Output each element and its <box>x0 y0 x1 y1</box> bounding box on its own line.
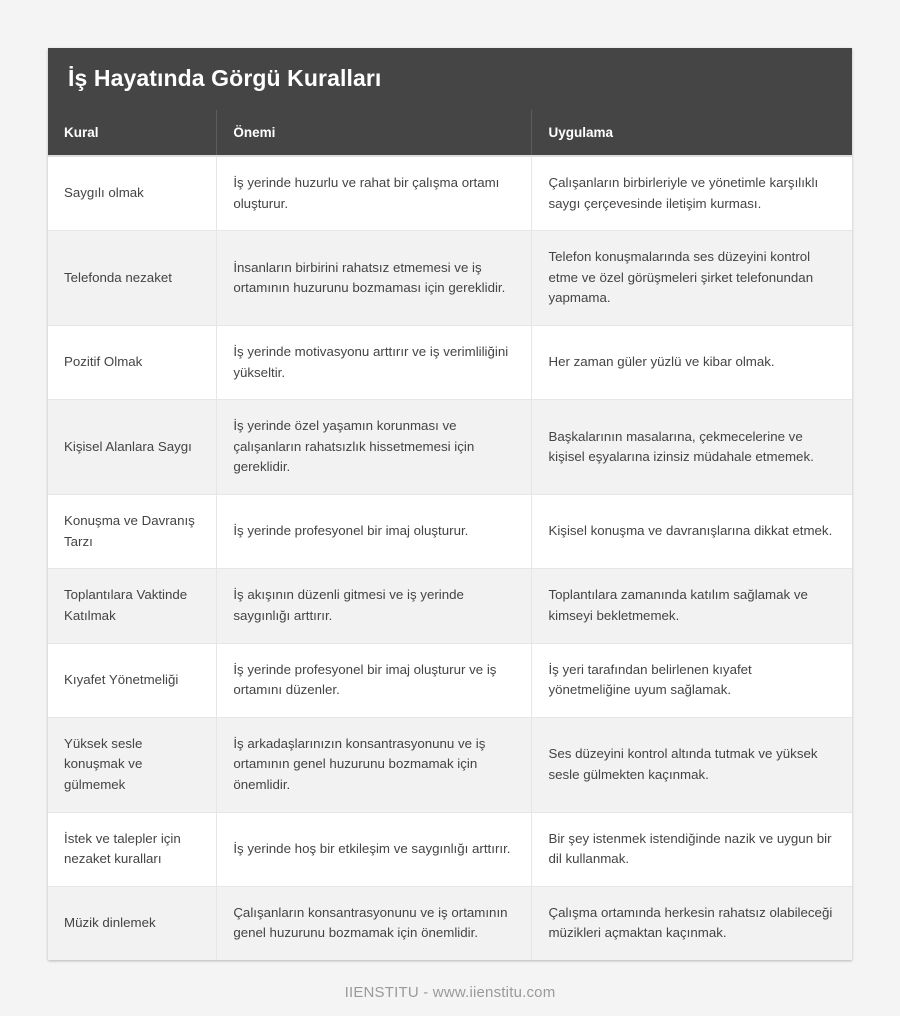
cell-rule: Konuşma ve Davranış Tarzı <box>48 495 217 569</box>
cell-rule: Pozitif Olmak <box>48 326 217 400</box>
table-row <box>48 231 852 326</box>
cell-application: Her zaman güler yüzlü ve kibar olmak. <box>532 326 852 400</box>
cell-rule: Müzik dinlemek <box>48 886 217 960</box>
cell-rule: Kişisel Alanlara Saygı <box>48 400 217 495</box>
cell-rule: Saygılı olmak <box>48 156 217 231</box>
table-row <box>48 717 852 812</box>
page-title: İş Hayatında Görgü Kuralları <box>68 65 382 92</box>
cell-importance: İş yerinde özel yaşamın korunması ve çalışanların rahatsızlık hissetmemesi için gereklidir. <box>217 400 532 495</box>
cell-importance: İş yerinde profesyonel bir imaj oluşturur. <box>217 495 532 569</box>
cell-application: Toplantılara zamanında katılım sağlamak ve kimseyi bekletmemek. <box>532 569 852 643</box>
rules-table <box>48 110 852 960</box>
table-head <box>48 110 852 156</box>
cell-application: Ses düzeyini kontrol altında tutmak ve yüksek sesle gülmekten kaçınmak. <box>532 717 852 812</box>
footer-branding: IIENSTITU - www.iienstitu.com <box>344 984 556 1002</box>
cell-rule: Telefonda nezaket <box>48 231 217 326</box>
cell-rule: İstek ve talepler için nezaket kuralları <box>48 812 217 886</box>
cell-application: Telefon konuşmalarında ses düzeyini kontrol etme ve özel görüşmeleri şirket telefonundan yapmama. <box>532 231 852 326</box>
cell-rule: Yüksek sesle konuşmak ve gülmemek <box>48 717 217 812</box>
title-bar <box>48 48 852 110</box>
table-row <box>48 886 852 960</box>
table-header-row <box>48 110 852 156</box>
cell-importance: İş akışının düzenli gitmesi ve iş yerinde saygınlığı arttırır. <box>217 569 532 643</box>
cell-importance: İş yerinde hoş bir etkileşim ve saygınlığı arttırır. <box>217 812 532 886</box>
cell-importance: İnsanların birbirini rahatsız etmemesi ve iş ortamının huzurunu bozmaması için gereklidir. <box>217 231 532 326</box>
table-row <box>48 400 852 495</box>
cell-importance: İş yerinde motivasyonu arttırır ve iş verimliliğini yükseltir. <box>217 326 532 400</box>
cell-rule: Toplantılara Vaktinde Katılmak <box>48 569 217 643</box>
cell-importance: İş yerinde huzurlu ve rahat bir çalışma ortamı oluşturur. <box>217 156 532 231</box>
table-row <box>48 156 852 231</box>
cell-application: Bir şey istenmek istendiğinde nazik ve uygun bir dil kullanmak. <box>532 812 852 886</box>
cell-application: Çalışanların birbirleriyle ve yönetimle karşılıklı saygı çerçevesinde iletişim kurması. <box>532 156 852 231</box>
table-body <box>48 156 852 960</box>
cell-application: Çalışma ortamında herkesin rahatsız olabileceği müzikleri açmaktan kaçınmak. <box>532 886 852 960</box>
table-row <box>48 495 852 569</box>
table-row <box>48 812 852 886</box>
column-header-application: Uygulama <box>532 110 852 156</box>
table-row <box>48 643 852 717</box>
column-header-importance: Önemi <box>217 110 532 156</box>
cell-importance: İş arkadaşlarınızın konsantrasyonunu ve iş ortamının genel huzurunu bozmamak için önemlidir. <box>217 717 532 812</box>
table-row <box>48 326 852 400</box>
cell-rule: Kıyafet Yönetmeliği <box>48 643 217 717</box>
cell-application: İş yeri tarafından belirlenen kıyafet yönetmeliğine uyum sağlamak. <box>532 643 852 717</box>
cell-application: Başkalarının masalarına, çekmecelerine ve kişisel eşyalarına izinsiz müdahale etmemek. <box>532 400 852 495</box>
cell-importance: Çalışanların konsantrasyonunu ve iş ortamının genel huzurunu bozmamak için önemlidir. <box>217 886 532 960</box>
cell-importance: İş yerinde profesyonel bir imaj oluşturur ve iş ortamını düzenler. <box>217 643 532 717</box>
cell-application: Kişisel konuşma ve davranışlarına dikkat etmek. <box>532 495 852 569</box>
rules-card <box>48 48 852 960</box>
column-header-rule: Kural <box>48 110 217 156</box>
footer <box>48 960 852 1001</box>
table-row <box>48 569 852 643</box>
